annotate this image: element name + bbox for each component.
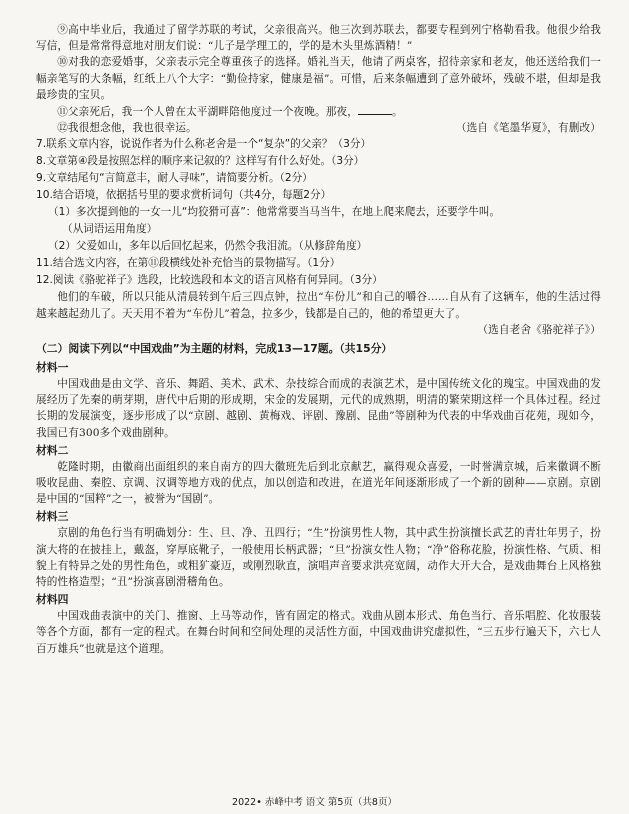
material-3-text: 京剧的角色行当有明确划分：生、旦、净、丑四行；“生”扮演男性人物，其中武生扮演擅长武艺的青壮年男子，扮演大将的在披挂上，戴盔，穿厚底靴子，一般使用长柄武器；“旦”扮演女性人物；“净”俗称花脸，扮演性格、气质、相貌上有特异之处的男性角色，或粗犷豪迈，或刚烈耿直，演唱声音要求洪亮宽阔，动作大开大合，是戏曲舞台上风格独特的性格造型；“丑”扮演喜剧滑稽角色。 xyxy=(36,527,601,589)
paragraph-12 xyxy=(36,120,601,136)
section-2-heading: （二）阅读下列以“中国戏曲”为主题的材料，完成13—17题。（共15分） xyxy=(36,342,393,356)
paragraph-10: ⑩对我的恋爱婚事，父亲表示完全尊重孩子的选择。婚礼当天，他请了两桌客，招待亲家和老友，他还送给我们一幅亲笔写的大条幅，红纸上八个大字：“勤俭持家，健康是福”。可惜，后来条幅遭到了意外破坏，残破不堪，但却是我最珍贵的宝贝。 xyxy=(36,56,601,101)
paragraph-11 xyxy=(36,103,601,120)
question-9: 9.文章结尾句“言简意丰，耐人寻味”，请简要分析。（2分） xyxy=(36,172,313,185)
material-3-label: 材料三 xyxy=(36,510,69,524)
paragraph-9: ⑨高中毕业后，我通过了留学苏联的考试，父亲很高兴。他三次到苏联去，都要专程到列宁格勒看我。他很少给我写信，但是常常得意地对朋友们说：“儿子是学理工的，学的是木头里炼酒精！” xyxy=(36,24,601,53)
material-1-label: 材料一 xyxy=(36,361,69,375)
material-1-text: 中国戏曲是由文学、音乐、舞蹈、美术、武术、杂技综合而成的表演艺术，是中国传统文化的瑰宝。中国戏曲的发展经历了先秦的萌芽期，唐代中后期的形成期，宋金的发展期，元代的成熟期，明清的繁荣期这样一个具体过程。经过长期的发展演变，逐步形成了以“京剧、越剧、黄梅戏、评剧、豫剧、昆曲”等剧种为代表的中华戏曲百花苑，现如今，我国已有300多个戏曲剧种。 xyxy=(36,378,601,439)
question-10-sub1-hint: （从词语运用角度） xyxy=(62,223,158,236)
material-2-label: 材料二 xyxy=(36,443,69,457)
question-8: 8.文章第④段是按照怎样的顺序来记叙的？这样写有什么好处。（3分） xyxy=(36,155,365,168)
answer-blank[interactable] xyxy=(358,103,392,115)
question-7: 7.联系文章内容，说说作者为什么称老舍是一个“复杂”的父亲？（3分） xyxy=(36,138,372,151)
story-source: （选自《笔墨华夏》，有删改） xyxy=(455,122,601,135)
material-2-text: 乾隆时期，由徽商出面组织的来自南方的四大徽班先后到北京献艺，赢得观众喜爱，一时誉满京城，后来徽调不断吸收昆曲、秦腔、京调、汉调等地方戏的优点，加以创造和改进，在道光年间逐渐形成了一个新的剧种——京剧。京剧是中国的“国粹”之一，被誉为“国剧”。 xyxy=(36,460,601,506)
page-footer: 2022• 赤峰中考 语文 第5页（共8页） xyxy=(232,797,397,808)
excerpt-source: （选自老舍《骆驼祥子》） xyxy=(477,323,601,336)
question-10-sub1: （1）多次提到他的一女一儿“均狡猾可喜”：他常常要当马当牛，在地上爬来爬去，还要学牛叫。 xyxy=(48,206,501,219)
paragraph-11-text: ⑪父亲死后，我一个人曾在太平湖畔陪他度过一个夜晚。那夜， xyxy=(57,106,359,119)
question-12: 12.阅读《骆驼祥子》选段，比较选段和本文的语言风格有何异同。（3分） xyxy=(36,274,383,287)
question-11: 11.结合选文内容，在第⑪段横线处补充恰当的景物描写。（1分） xyxy=(36,257,341,270)
material-4-label: 材料四 xyxy=(36,593,69,607)
paragraph-11-end: 。 xyxy=(392,106,403,119)
material-4-text: 中国戏曲表演中的关门、推窗、上马等动作，皆有固定的格式。戏曲从剧本形式、角色当行、音乐唱腔、化妆服装等各个方面，都有一定的程式。在舞台时间和空间处理的灵活性方面，中国戏曲讲究虚拟性，“三五步行遍天下，六七人百万雄兵”也就是这个道理。 xyxy=(36,610,601,655)
question-10: 10.结合语境，依据括号里的要求赏析词句（共4分，每题2分） xyxy=(36,189,332,202)
question-10-sub2: （2）父爱如山，多年以后回忆起来，仍然令我泪流。（从修辞角度） xyxy=(48,240,368,253)
excerpt-text: 他们的车破，所以只能从清晨转到午后三四点钟，拉出“车份儿”和自己的嚼谷……自从有了这辆车，他的生活过得越来越起劲儿了。天天用不着为“车份儿”着急，拉多少，钱都是自己的，他的希望更大了。 xyxy=(36,291,601,320)
paragraph-12-text: ⑫我很想念他，我也很幸运。 xyxy=(57,122,197,135)
